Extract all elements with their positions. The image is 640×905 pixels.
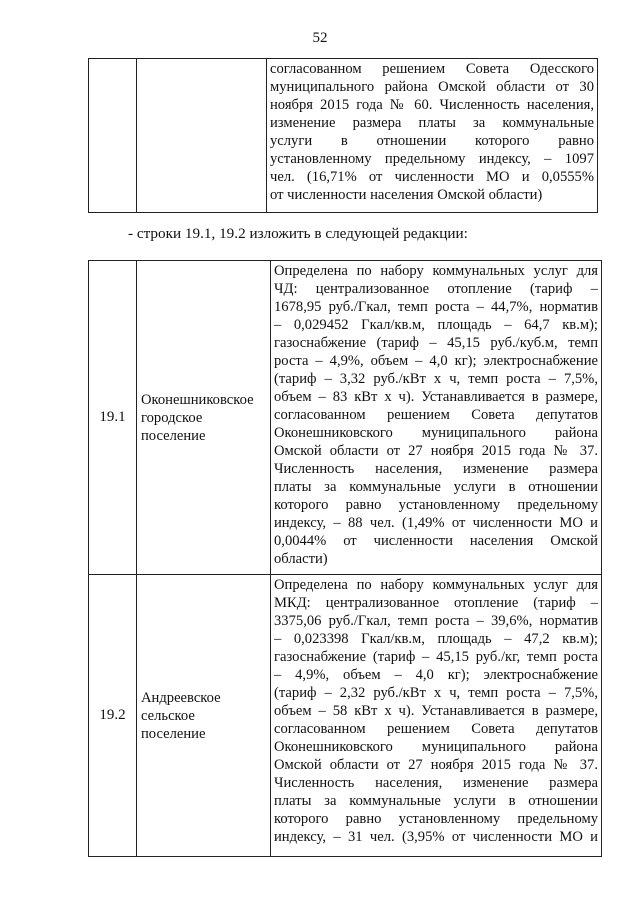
settlement-name-line: поселение	[141, 725, 206, 742]
description-line: – 4,9%, объем – 4,0 кг); электроснабжение	[274, 667, 598, 683]
description-line: – 0,029452 Гкал/кв.м, площадь – 64,7 кв.м);	[274, 317, 598, 333]
table-row	[89, 261, 602, 575]
description-line: согласованном решением Совета депутатов	[274, 407, 598, 423]
description-line: объем – 58 кВт х ч). Устанавливается в размере,	[274, 703, 598, 719]
description-line: индексу, – 31 чел. (3,95% от численности МО и	[274, 829, 598, 845]
description-line: – 0,023398 Гкал/кв.м, площадь – 47,2 кв.м);	[274, 631, 598, 647]
description-line: Численность населения, изменение размера	[274, 775, 598, 791]
row-name-cell	[137, 575, 271, 857]
description-line: платы за коммунальные услуги в отношении	[274, 479, 598, 495]
description-line: изменение размера платы за коммунальные	[270, 115, 594, 131]
description-line: установленному предельному индексу, – 1097	[270, 151, 594, 167]
page-number: 52	[312, 30, 328, 46]
description-line: Омской области от 27 ноября 2015 года № 37.	[274, 443, 598, 459]
row-number-cell: 19.1	[89, 261, 137, 575]
description-line: Оконешниковского муниципального района	[274, 425, 598, 441]
description-line: которого равно установленному предельному	[274, 811, 598, 827]
description-line: ноября 2015 года № 60. Численность населения,	[270, 97, 594, 113]
row-description-cell	[271, 575, 602, 857]
description-line: индексу, – 88 чел. (1,49% от численности МО и	[274, 515, 598, 531]
table-row	[89, 59, 598, 213]
description-line: муниципального района Омской области от 30	[270, 79, 594, 95]
row-name-cell	[137, 261, 271, 575]
table-continuation	[88, 58, 598, 213]
description-line: 3375,06 руб./Гкал, темп роста – 39,6%, норматив	[274, 613, 598, 629]
settlement-name-line: сельское	[141, 707, 195, 724]
description-line: которого равно установленному предельному	[274, 497, 598, 513]
description-line: области)	[274, 551, 328, 567]
row-number-cell: 19.2	[89, 575, 137, 857]
description-line: газоснабжение (тариф – 45,15 руб./куб.м, темп	[274, 335, 598, 351]
description-line: платы за коммунальные услуги в отношении	[274, 793, 598, 809]
description-line: согласованном решением Совета Одесского	[270, 61, 594, 77]
settlement-name-line: поселение	[141, 427, 206, 444]
row-description-cell	[271, 261, 602, 575]
settlement-name-line: городское	[141, 409, 203, 426]
description-line: (тариф – 3,32 руб./кВт х ч, темп роста – 7,5%,	[274, 371, 598, 387]
description-line: Определена по набору коммунальных услуг для	[274, 577, 598, 593]
description-line: 0,0044% от численности населения Омской	[274, 533, 598, 549]
description-line: ЧД: централизованное отопление (тариф –	[274, 281, 598, 297]
description-line: согласованном решением Совета депутатов	[274, 721, 598, 737]
description-line: от численности населения Омской области)	[270, 187, 543, 203]
description-line: газоснабжение (тариф – 45,15 руб./кг, темп роста	[274, 649, 598, 665]
description-line: Омской области от 27 ноября 2015 года № 37.	[274, 757, 598, 773]
description-line: Определена по набору коммунальных услуг для	[274, 263, 598, 279]
table-row	[89, 575, 602, 857]
description-line: объем – 83 кВт х ч). Устанавливается в размере,	[274, 389, 598, 405]
description-line: услуги в отношении которого равно	[270, 133, 594, 149]
description-line: МКД: централизованное отопление (тариф –	[274, 595, 598, 611]
table-rows-19	[88, 260, 602, 857]
row-name-cell	[137, 59, 267, 213]
description-line: роста – 4,9%, объем – 4,0 кг); электроснабжение	[274, 353, 598, 369]
row-number-cell	[89, 59, 137, 213]
settlement-name-line: Андреевское	[141, 689, 221, 706]
settlement-name-line: Оконешниковское	[141, 391, 254, 408]
description-line: (тариф – 2,32 руб./кВт х ч, темп роста – 7,5%,	[274, 685, 598, 701]
description-line: Оконешниковского муниципального района	[274, 739, 598, 755]
description-line: 1678,95 руб./Гкал, темп роста – 44,7%, норматив	[274, 299, 598, 315]
description-line: чел. (16,71% от численности МО и 0,0555%	[270, 169, 594, 185]
amendment-note-text: - строки 19.1, 19.2 изложить в следующей редакции:	[128, 225, 468, 242]
description-line: Численность населения, изменение размера	[274, 461, 598, 477]
row-description-cell	[267, 59, 598, 213]
